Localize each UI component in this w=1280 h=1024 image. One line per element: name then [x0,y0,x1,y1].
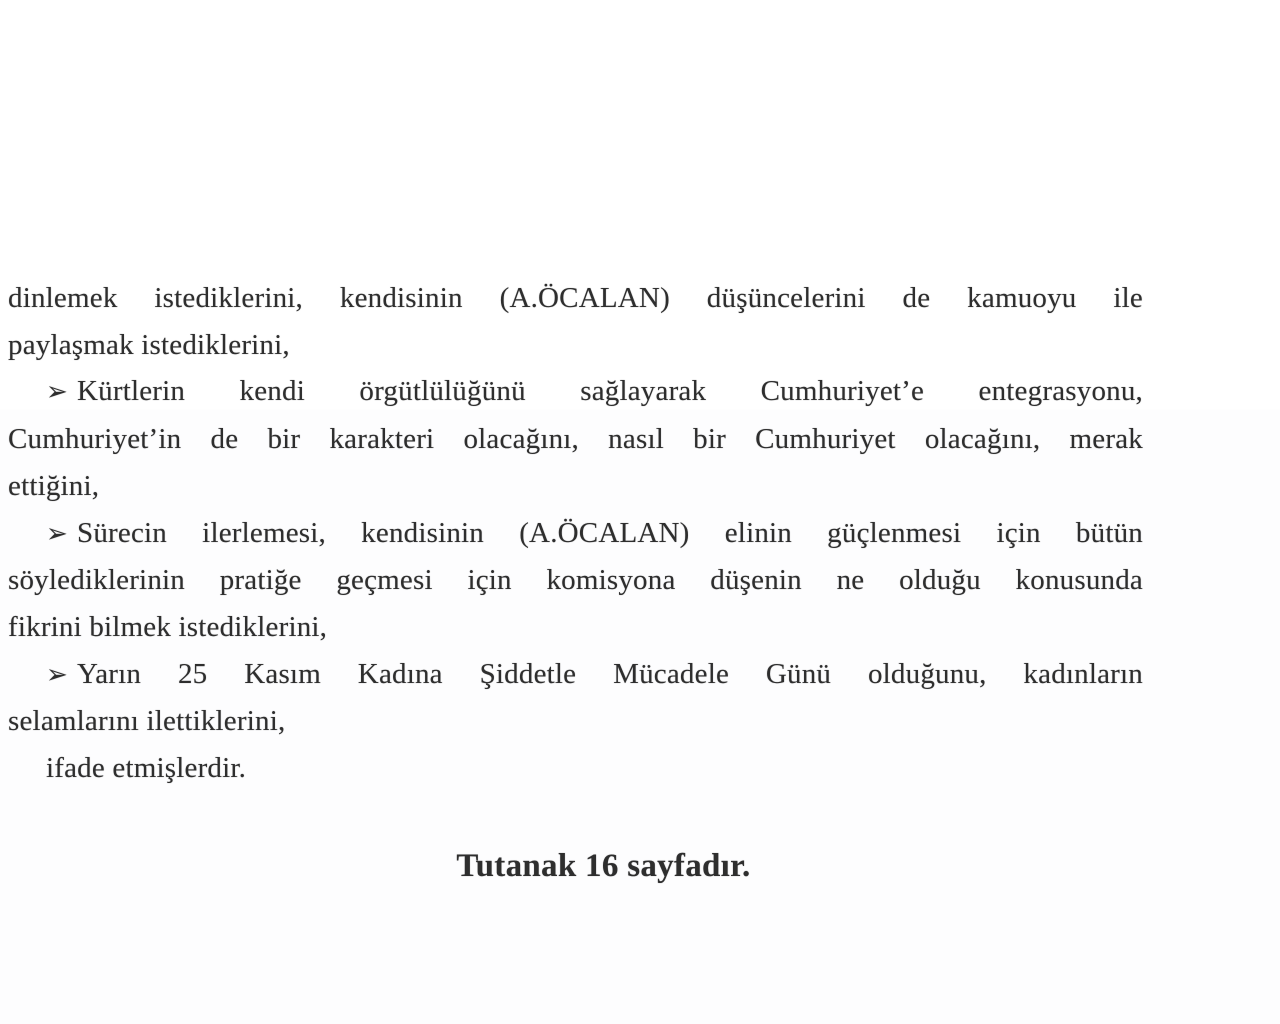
paragraph-4-line-2 [8,698,1143,745]
arrow-bullet-icon: ➢ [46,377,68,408]
text-line: selamlarını ilettiklerini, [8,705,286,738]
text-line: paylaşmak istediklerini, [8,328,290,361]
text-line: fikrini bilmek istediklerini, [8,610,328,643]
text-line: Kürtlerin kendi örgütlülüğünü sağlayarak Cumhuriyet’e entegrasyonu, [77,375,1143,408]
text-line: Tutanak 16 sayfadır. [456,847,751,884]
paragraph-1-line-2 [8,322,1143,369]
arrow-bullet-icon: ➢ [46,518,68,549]
paragraph-2-line-1 [8,368,1143,416]
text-line: Sürecin ilerlemesi, kendisinin (A.ÖCALAN) elinin güçlenmesi için bütün [77,516,1143,549]
text-line: Cumhuriyet’in de bir karakteri olacağını, nasıl bir Cumhuriyet olacağını, merak [8,423,1143,456]
paragraph-3-line-1 [8,510,1143,558]
arrow-bullet-icon: ➢ [46,659,68,690]
text-line: Yarın 25 Kasım Kadına Şiddetle Mücadele Günü olduğunu, kadınların [77,657,1143,690]
paragraph-1-line-1 [8,275,1143,322]
paragraph-2-line-2 [8,416,1143,463]
paragraph-2-line-3 [8,463,1143,510]
text-line: ettiğini, [8,469,100,502]
text-line: dinlemek istediklerini, kendisinin (A.ÖCALAN) düşüncelerini de kamuoyu ile [8,282,1143,314]
text-line: söylediklerinin pratiğe geçmesi için komisyona düşenin ne olduğu konusunda [8,564,1143,597]
closing-clause-line [8,745,1143,792]
text-line: ifade etmişlerdir. [46,752,247,785]
paragraph-3-line-3 [8,604,1143,651]
paragraph-4-line-1 [8,651,1143,699]
document-body [8,275,1143,889]
paragraph-3-line-2 [8,557,1143,604]
page-count-statement [8,843,1143,890]
